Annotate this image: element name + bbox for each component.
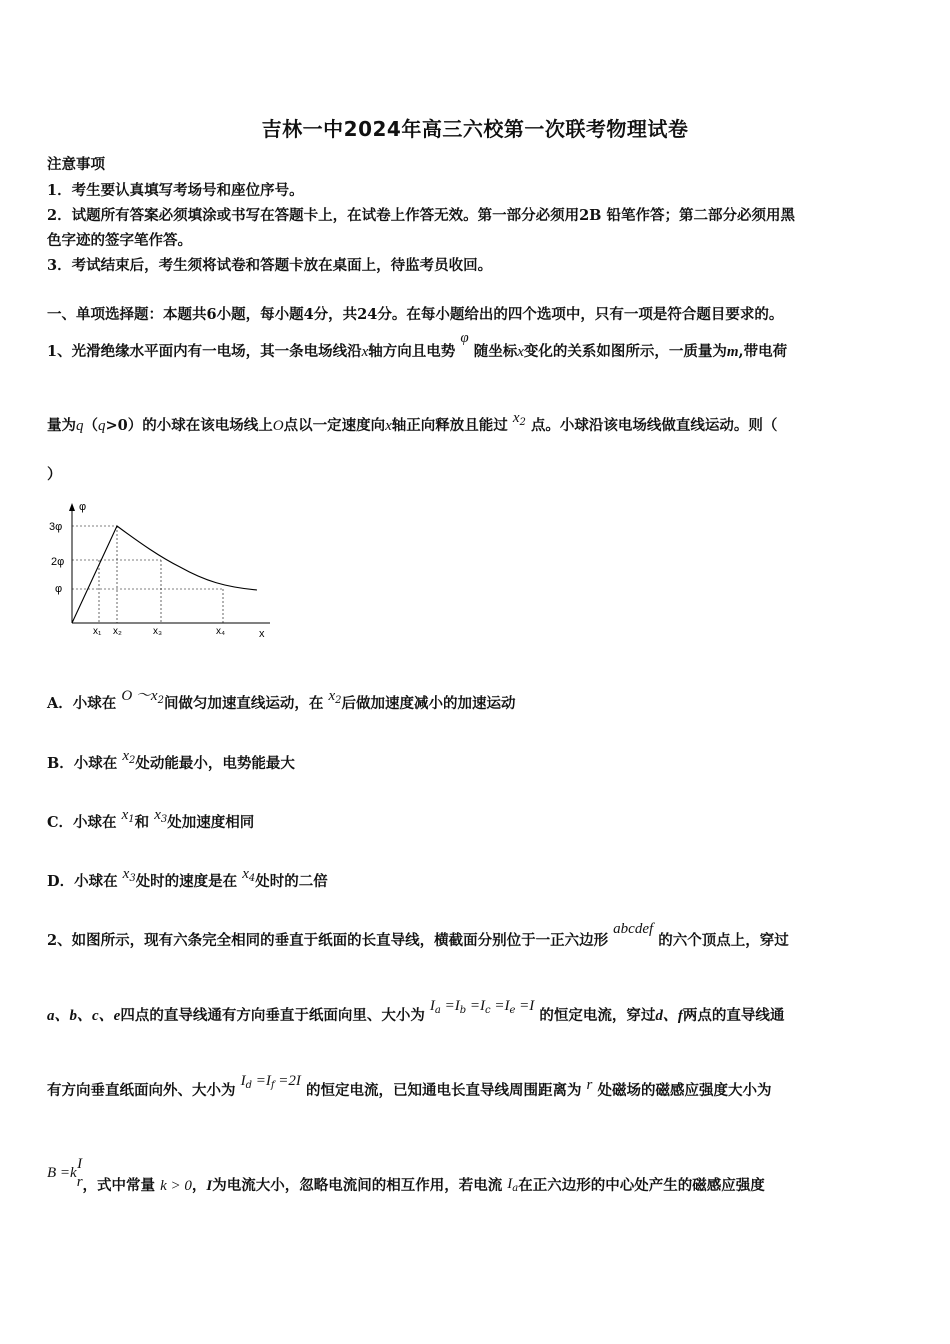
option-math: x <box>154 807 161 823</box>
q1-phi-symbol: φ <box>460 330 469 346</box>
q2-fraction-den: r <box>76 1174 83 1190</box>
option-text: B．小球在 <box>47 755 118 772</box>
q1-sub: 2 <box>519 417 526 428</box>
q2-line-1 <box>47 921 789 950</box>
q2-formula-b: B =k <box>47 1165 77 1181</box>
q1-line-2 <box>47 410 778 435</box>
q2-vars: a、b、c、e <box>47 1008 121 1024</box>
q1-text: 点以一定速度向 <box>283 417 386 434</box>
q1-var: x <box>361 344 369 360</box>
q2-math: =2I <box>274 1073 301 1089</box>
q2-text: ， <box>191 1177 207 1194</box>
q2-math: I <box>206 1178 213 1194</box>
q2-text: 有方向垂直纸面向外、大小为 <box>47 1082 236 1099</box>
option-text: 处时的二倍 <box>255 873 328 890</box>
option-sub: 1 <box>128 814 135 825</box>
q1-potential-graph <box>45 495 280 645</box>
option-text: 后做加速度减小的加速运动 <box>341 695 516 712</box>
section-heading: 一、单项选择题：本题共6小题，每小题4分，共24分。在每小题给出的四个选项中，只有一项是符合题目要求的。 <box>47 306 784 323</box>
q1-option-c[interactable] <box>47 807 255 832</box>
notice-heading: 注意事项 <box>47 156 105 173</box>
q2-line-3 <box>47 1073 772 1100</box>
notice-item-1: 1．考生要认真填写考场号和座位序号。 <box>47 182 304 199</box>
q1-text: 变化的关系如图所示，一质量为 <box>523 343 727 360</box>
q1-option-a[interactable] <box>47 688 516 713</box>
q1-var: q <box>98 418 106 434</box>
notice-item-2-cont: 色字迹的签字笔作答。 <box>47 232 192 249</box>
option-sub: 2 <box>157 695 164 706</box>
q1-option-b[interactable] <box>47 748 295 773</box>
q1-var: x <box>517 344 524 360</box>
option-sub: 3 <box>160 814 168 825</box>
q1-text: 轴正向释放且能过 <box>391 417 508 434</box>
option-math: x <box>121 807 129 823</box>
q2-text: 2、如图所示，现有六条完全相同的垂直于纸面的长直导线，横截面分别位于一正六边形 <box>47 932 609 949</box>
q1-var: x <box>385 418 392 434</box>
q1-text: ,带电荷 <box>738 343 788 360</box>
q2-math: I <box>240 1073 246 1089</box>
q2-text: 两点的直导线通 <box>682 1007 785 1024</box>
option-text: A．小球在 <box>47 695 117 712</box>
x-tick-x1: x₁ <box>93 626 102 637</box>
option-text: 处加速度相同 <box>167 814 255 831</box>
q2-math: =I <box>440 998 460 1014</box>
q2-math: I <box>507 1176 513 1192</box>
option-text: C．小球在 <box>47 814 117 831</box>
q1-option-d[interactable] <box>47 866 328 891</box>
page-title: 吉林一中2024年高三六校第一次联考物理试卷 <box>261 117 689 141</box>
option-math: x <box>122 866 130 882</box>
y-tick-3phi: 3φ <box>49 521 63 533</box>
y-tick-2phi: 2φ <box>51 556 65 568</box>
option-sub: 2 <box>335 695 342 706</box>
q2-text: 在正六边形的中心处产生的磁感应强度 <box>518 1177 765 1194</box>
q2-math: k > 0 <box>160 1178 192 1194</box>
option-text: 和 <box>134 814 150 831</box>
q1-text: 1、光滑绝缘水平面内有一电场，其一条电场线沿 <box>47 343 362 360</box>
q2-math: r <box>586 1077 593 1093</box>
x-tick-x2: x₂ <box>113 626 122 637</box>
option-sub: 4 <box>248 873 256 884</box>
q2-math: I <box>429 998 435 1014</box>
option-text: 处时的速度是在 <box>135 873 238 890</box>
y-axis-arrow <box>69 503 75 511</box>
q1-var: O <box>272 418 284 434</box>
option-math: x <box>242 866 249 882</box>
option-text: D．小球在 <box>47 873 118 890</box>
q1-text: 点。小球沿该电场线做直线运动。则（ <box>530 417 778 434</box>
y-tick-phi: φ <box>55 583 63 595</box>
q2-fraction-num: I <box>77 1156 83 1172</box>
q2-text: 的恒定电流，已知通电长直导线周围距离为 <box>305 1082 582 1099</box>
option-math: O ～x <box>121 688 158 704</box>
q2-text: ，式中常量 <box>82 1177 156 1194</box>
q2-text: 为电流大小，忽略电流间的相互作用，若电流 <box>212 1177 503 1194</box>
q1-text: 量为 <box>47 417 76 434</box>
q1-line-3: ） <box>47 466 62 483</box>
x-tick-x4: x₄ <box>216 626 226 637</box>
q2-sub: f <box>270 1080 275 1091</box>
y-axis-label: φ <box>79 501 87 513</box>
q2-text: 四点的直导线通有方向垂直于纸面向里、大小为 <box>120 1007 425 1024</box>
q2-fraction <box>77 1155 83 1191</box>
q2-sub: a <box>434 1005 441 1016</box>
q2-sub: e <box>509 1005 516 1016</box>
q1-text: 随坐标 <box>473 343 518 360</box>
option-math: x <box>328 688 336 704</box>
q2-line-2 <box>47 998 785 1025</box>
option-math: x <box>122 748 129 764</box>
option-sub: 3 <box>129 873 136 884</box>
option-text: 处动能最小，电势能最大 <box>135 755 295 772</box>
q2-text: 的恒定电流，穿过 <box>539 1007 656 1024</box>
x-axis-label: x <box>259 628 265 640</box>
q2-sub: d <box>245 1080 252 1091</box>
option-sub: 2 <box>129 755 136 766</box>
q2-math: abcdef <box>613 921 654 937</box>
q2-line-4 <box>47 1156 765 1196</box>
q1-text: 轴方向且电势 <box>368 343 456 360</box>
q1-line-1 <box>47 330 788 361</box>
notice-item-2: 2．试题所有答案必须填涂或书写在答题卡上，在试卷上作答无效。第一部分必须用2B 铅笔作答；第二部分必须用黑 <box>47 207 795 224</box>
q2-math: =I <box>466 998 486 1014</box>
q1-text: >0）的小球在该电场线上 <box>105 417 273 434</box>
q1-var: x <box>512 410 520 426</box>
x-tick-x3: x₃ <box>153 626 163 637</box>
option-text: 间做匀加速直线运动，在 <box>163 695 324 712</box>
q2-math: =I <box>515 998 535 1014</box>
q2-sub: c <box>485 1005 491 1016</box>
q2-math: =I <box>251 1073 271 1089</box>
q1-var: q <box>76 418 84 434</box>
q2-sub: b <box>459 1005 467 1016</box>
potential-curve <box>72 526 257 623</box>
q1-text: （ <box>83 417 98 434</box>
q1-var: m <box>726 344 739 360</box>
q2-math: =I <box>490 998 510 1014</box>
q2-sub: a <box>512 1183 519 1194</box>
notice-item-3: 3．考试结束后，考生须将试卷和答题卡放在桌面上，待监考员收回。 <box>47 257 493 274</box>
q2-text: 的六个顶点上，穿过 <box>658 932 789 949</box>
q2-text: 处磁场的磁感应强度大小为 <box>597 1082 772 1099</box>
q2-vars: d、f <box>655 1008 683 1024</box>
